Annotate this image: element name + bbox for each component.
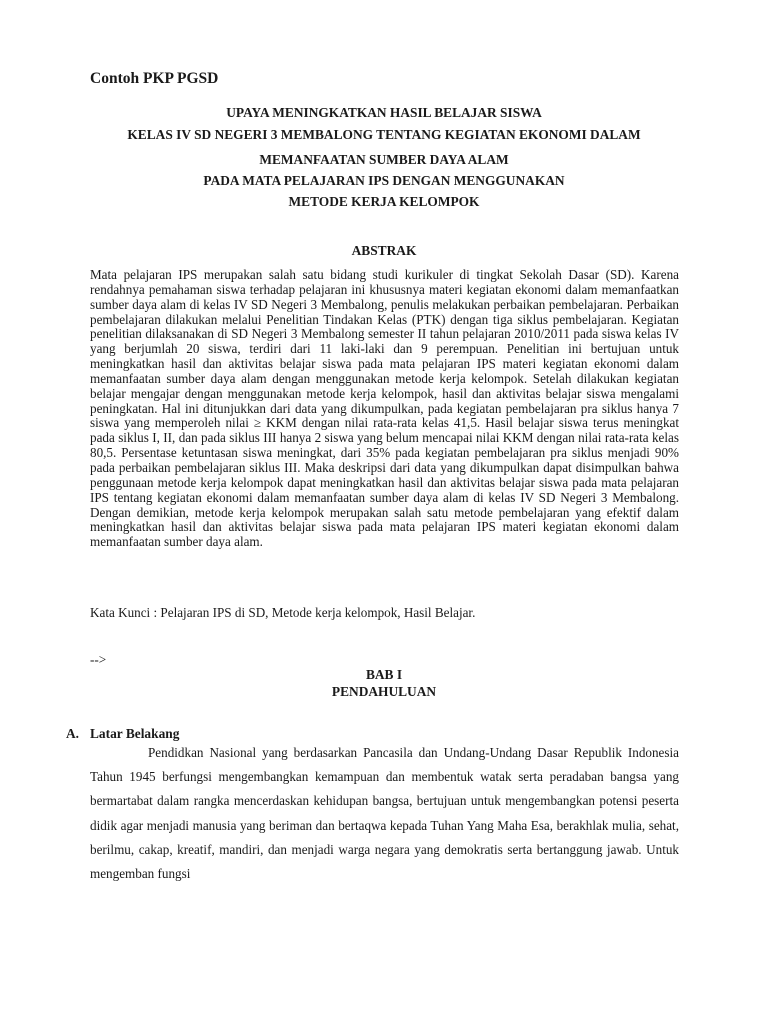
title-line-4: PADA MATA PELAJARAN IPS DENGAN MENGGUNAKAN [203,173,565,188]
title-line-3: MEMANFAATAN SUMBER DAYA ALAM [259,152,509,167]
abstract-paragraph: Mata pelajaran IPS merupakan salah satu bidang studi kurikuler di tingkat Sekolah Dasar (SD). Karena rendahnya pemahaman siswa terhadap pelajaran ini khususnya materi kegiatan ekonomi dalam memanfaatkan sumber daya alam di kelas IV SD Negeri 3 Membalong, penulis melakukan perbaikan pembelajaran. Perbaikan pembelajaran dilakukan melalui Penelitian Tindakan Kelas (PTK) dengan tiga siklus pembelajaran. Kegiatan penelitian dilaksanakan di SD Negeri 3 Membalong semester II tahun pelajaran 2010/2011 pada siswa kelas IV yang berjumlah 20 siswa, terdiri dari 11 laki-laki dan 9 perempuan. Penelitian ini bertujuan untuk meningkatkan hasil dan aktivitas belajar siswa pada mata pelajaran IPS materi kegiatan ekonomi dalam memanfaatan sumber daya alam dengan menggunakan metode kerja kelompok. Setelah dilakukan kegiatan belajar mengajar dengan menggunakan metode kerja kelompok, hasil dan aktivitas belajar siswa mengalami peningkatan. Hal ini ditunjukkan dari data yang dikumpulkan, pada kegiatan pembelajaran pra siklus hanya 7 siswa yang memperoleh nilai ≥ KKM dengan nilai rata-rata kelas 41,5. Hasil belajar siswa terus meningkat pada siklus I, II, dan pada siklus III hanya 2 siswa yang belum mencapai nilai KKM dengan nilai rata-rata kelas 80,5. Persentase ketuntasan siswa meningkat, dari 35% pada kegiatan pembelajaran pra siklus menjadi 90% pada perbaikan pembelajaran siklus III. Maka deskripsi dari data yang dikumpulkan dapat disimpulkan bahwa penggunaan metode kerja kelompok dapat meningkatkan hasil dan aktivitas belajar siswa pada mata pelajaran IPS tentang kegiatan ekonomi dalam memanfaatan sumber daya alam di kelas IV SD Negeri 3 Membalong. Dengan demikian, metode kerja kelompok merupakan salah satu metode pembelajaran yang efektif dalam meningkatkan hasil dan aktivitas belajar siswa pada mata pelajaran IPS materi kegiatan ekonomi dalam memanfaatan sumber daya alam. [90,267,679,550]
chapter-title: PENDAHULUAN [331,684,437,699]
arrow-marker: --> [90,652,107,667]
title-line-5: METODE KERJA KELOMPOK [288,194,480,209]
abstract-heading: ABSTRAK [351,243,417,258]
title-line-1: UPAYA MENINGKATKAN HASIL BELAJAR SISWA [226,105,542,120]
body-paragraph: Pendidkan Nasional yang berdasarkan Pancasila dan Undang-Undang Dasar Republik Indonesia Tahun 1945 berfungsi mengembangkan kemampuan dan membentuk watak serta peradaban bangsa yang bermartabat dalam rangka mencerdaskan kehidupan bangsa, bertujuan untuk mengembangkan potensi peserta didik agar menjadi manusia yang beriman dan bertaqwa kepada Tuhan Yang Maha Esa, berakhlak mulia, sehat, berilmu, cakap, kreatif, mandiri, dan menjadi warga negara yang demokratis serta bertanggung jawab. Untuk mengemban fungsi [90,745,679,882]
document-label: Contoh PKP PGSD [90,70,219,87]
title-line-2: KELAS IV SD NEGERI 3 MEMBALONG TENTANG KEGIATAN EKONOMI DALAM [127,127,641,142]
section-title: Latar Belakang [90,726,180,741]
section-number: A. [66,726,80,741]
chapter-number: BAB I [365,667,403,682]
keywords: Kata Kunci : Pelajaran IPS di SD, Metode kerja kelompok, Hasil Belajar. [90,605,476,620]
section-heading [66,726,179,742]
